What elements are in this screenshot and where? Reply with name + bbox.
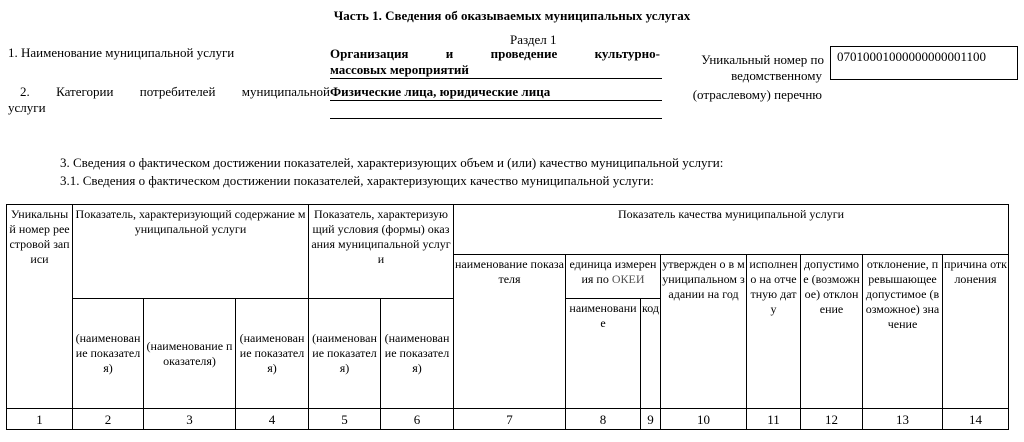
- column-number: 5: [309, 409, 381, 430]
- column-number: 10: [661, 409, 747, 430]
- header-deviation-exceeding: отклонение, превышающее допустимое (возможное) значение: [863, 255, 943, 409]
- header-done: исполнено на отчетную дату: [747, 255, 801, 409]
- column-number: 11: [747, 409, 801, 430]
- section-title: Раздел 1: [510, 32, 557, 47]
- column-number: 4: [236, 409, 309, 430]
- subheader-unit-name: наименование: [566, 299, 641, 409]
- subheader-col4: (наименование показателя): [236, 299, 309, 409]
- header-content-indicator: Показатель, характеризующий содержание муниципальной услуги: [73, 205, 309, 299]
- category-blank-line: [330, 102, 662, 119]
- service-name-value-line1: Организация и проведение культурно-: [330, 46, 660, 61]
- unique-number-label-line1: Уникальный номер по: [701, 52, 824, 67]
- header-allowed-deviation: допустимое (возможное) отклонение: [801, 255, 863, 409]
- subheader-col2: (наименование показателя): [73, 299, 144, 409]
- quality-indicators-table: [6, 204, 1009, 430]
- column-number: 2: [73, 409, 144, 430]
- service-name-label: 1. Наименование муниципальной услуги: [8, 45, 235, 60]
- header-unique-number: Уникальный номер реестровой записи: [7, 205, 73, 409]
- column-number: 1: [7, 409, 73, 430]
- item-3-1-text: 3.1. Сведения о фактическом достижении показателей, характеризующих качество муниципальной услуги:: [60, 173, 654, 188]
- header-quality-indicator: Показатель качества муниципальной услуги: [454, 205, 1009, 255]
- column-number: 3: [144, 409, 236, 430]
- category-label-line2: услуги: [8, 100, 46, 115]
- column-number: 14: [943, 409, 1009, 430]
- header-indicator-name: наименование показателя: [454, 255, 566, 409]
- subheader-col5: (наименование показателя): [309, 299, 381, 409]
- column-number: 13: [863, 409, 943, 430]
- part-title: Часть 1. Сведения об оказываемых муниципальных услугах: [333, 8, 691, 23]
- subheader-unit-code: код: [641, 299, 661, 409]
- service-name-value-line2: массовых мероприятий: [330, 62, 662, 79]
- item-3-text: 3. Сведения о фактическом достижении показателей, характеризующих объем и (или) качество муниципальной услуги:: [60, 155, 724, 170]
- column-number: 12: [801, 409, 863, 430]
- category-label-line1: 2. Категории потребителей муниципальной: [20, 84, 330, 99]
- column-number: 6: [381, 409, 454, 430]
- column-number: 9: [641, 409, 661, 430]
- header-conditions-indicator: Показатель, характеризующий условия (формы) оказания муниципальной услуги: [309, 205, 454, 299]
- header-unit-label: единица измерения по: [569, 257, 657, 286]
- column-number: 7: [454, 409, 566, 430]
- header-approved: утвержден о в муниципальном задании на год: [661, 255, 747, 409]
- subheader-col3: (наименование показателя): [144, 299, 236, 409]
- category-value: Физические лица, юридические лица: [330, 84, 662, 101]
- header-unit-okei: ОКЕИ: [611, 272, 645, 286]
- unique-number-label-line3: (отраслевому) перечню: [692, 87, 822, 102]
- column-number: 8: [566, 409, 641, 430]
- subheader-col6: (наименование показателя): [381, 299, 454, 409]
- header-deviation-reason: причина отклонения: [943, 255, 1009, 409]
- header-unit: [566, 255, 661, 299]
- unique-number-value: 07010001000000000001100: [830, 46, 1018, 80]
- unique-number-label-line2: ведомственному: [731, 68, 822, 83]
